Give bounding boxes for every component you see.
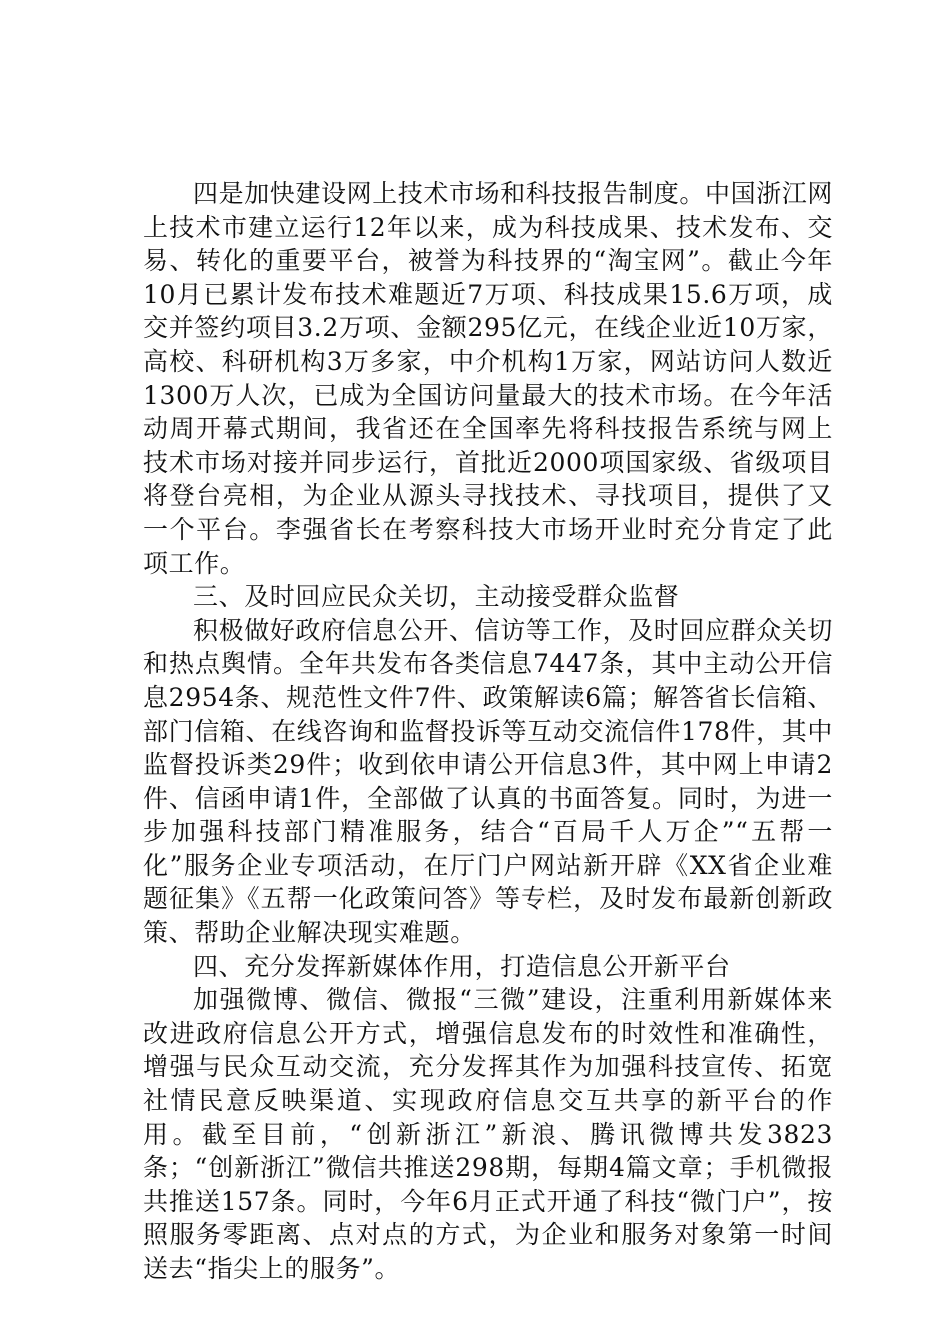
document-body bbox=[143, 177, 833, 1286]
section-heading-new-media: 四、充分发挥新媒体作用，打造信息公开新平台 bbox=[193, 951, 731, 981]
paragraph-new-media: 加强微博、微信、微报“三微”建设，注重利用新媒体来改进政府信息公开方式，增强信息发布的时效性和准确性，增强与民众互动交流，充分发挥其作为加强科技宣传、拓宽社情民意反映渠道、实现政府信息交互共享的新平台的作用。截至目前，“创新浙江”新浪、腾讯微博共发3823条；“创新浙江”微信共推送298期，每期4篇文章；手机微报共推送157条。同时，今年6月正式开通了科技“微门户”，按照服务零距离、点对点的方式，为企业和服务对象第一时间送去“指尖上的服务”。 bbox=[143, 985, 833, 1283]
paragraph-information-disclosure: 积极做好政府信息公开、信访等工作，及时回应群众关切和热点舆情。全年共发布各类信息7447条，其中主动公开信息2954条、规范性文件7件、政策解读6篇；解答省长信箱、部门信箱、在线咨询和监督投诉等互动交流信件178件，其中监督投诉类29件；收到依申请公开信息3件，其中网上申请2件、信函申请1件，全部做了认真的书面答复。同时，为进一步加强科技部门精准服务，结合“百局千人万企”“五帮一化”服务企业专项活动，在厅门户网站新开辟《XX省企业难题征集》《五帮一化政策问答》等专栏，及时发布最新创新政策、帮助企业解决现实难题。 bbox=[143, 615, 834, 948]
paragraph-tech-market: 四是加快建设网上技术市场和科技报告制度。中国浙江网上技术市建立运行12年以来，成为科技成果、技术发布、交易、转化的重要平台，被誉为科技界的“淘宝网”。截止今年10月已累计发布技术难题近7万项、科技成果15.6万项，成交并签约项目3.2万项、金额295亿元，在线企业近10万家，高校、科研机构3万多家，中介机构1万家，网站访问人数近1300万人次，已成为全国访问量最大的技术市场。在今年活动周开幕式期间，我省还在全国率先将科技报告系统与网上技术市场对接并同步运行，首批近2000项国家级、省级项目将登台亮相，为企业从源头寻找技术、寻找项目，提供了又一个平台。李强省长在考察科技大市场开业时充分肯定了此项工作。 bbox=[143, 179, 834, 578]
section-heading-public-concerns: 三、及时回应民众关切，主动接受群众监督 bbox=[193, 582, 680, 612]
